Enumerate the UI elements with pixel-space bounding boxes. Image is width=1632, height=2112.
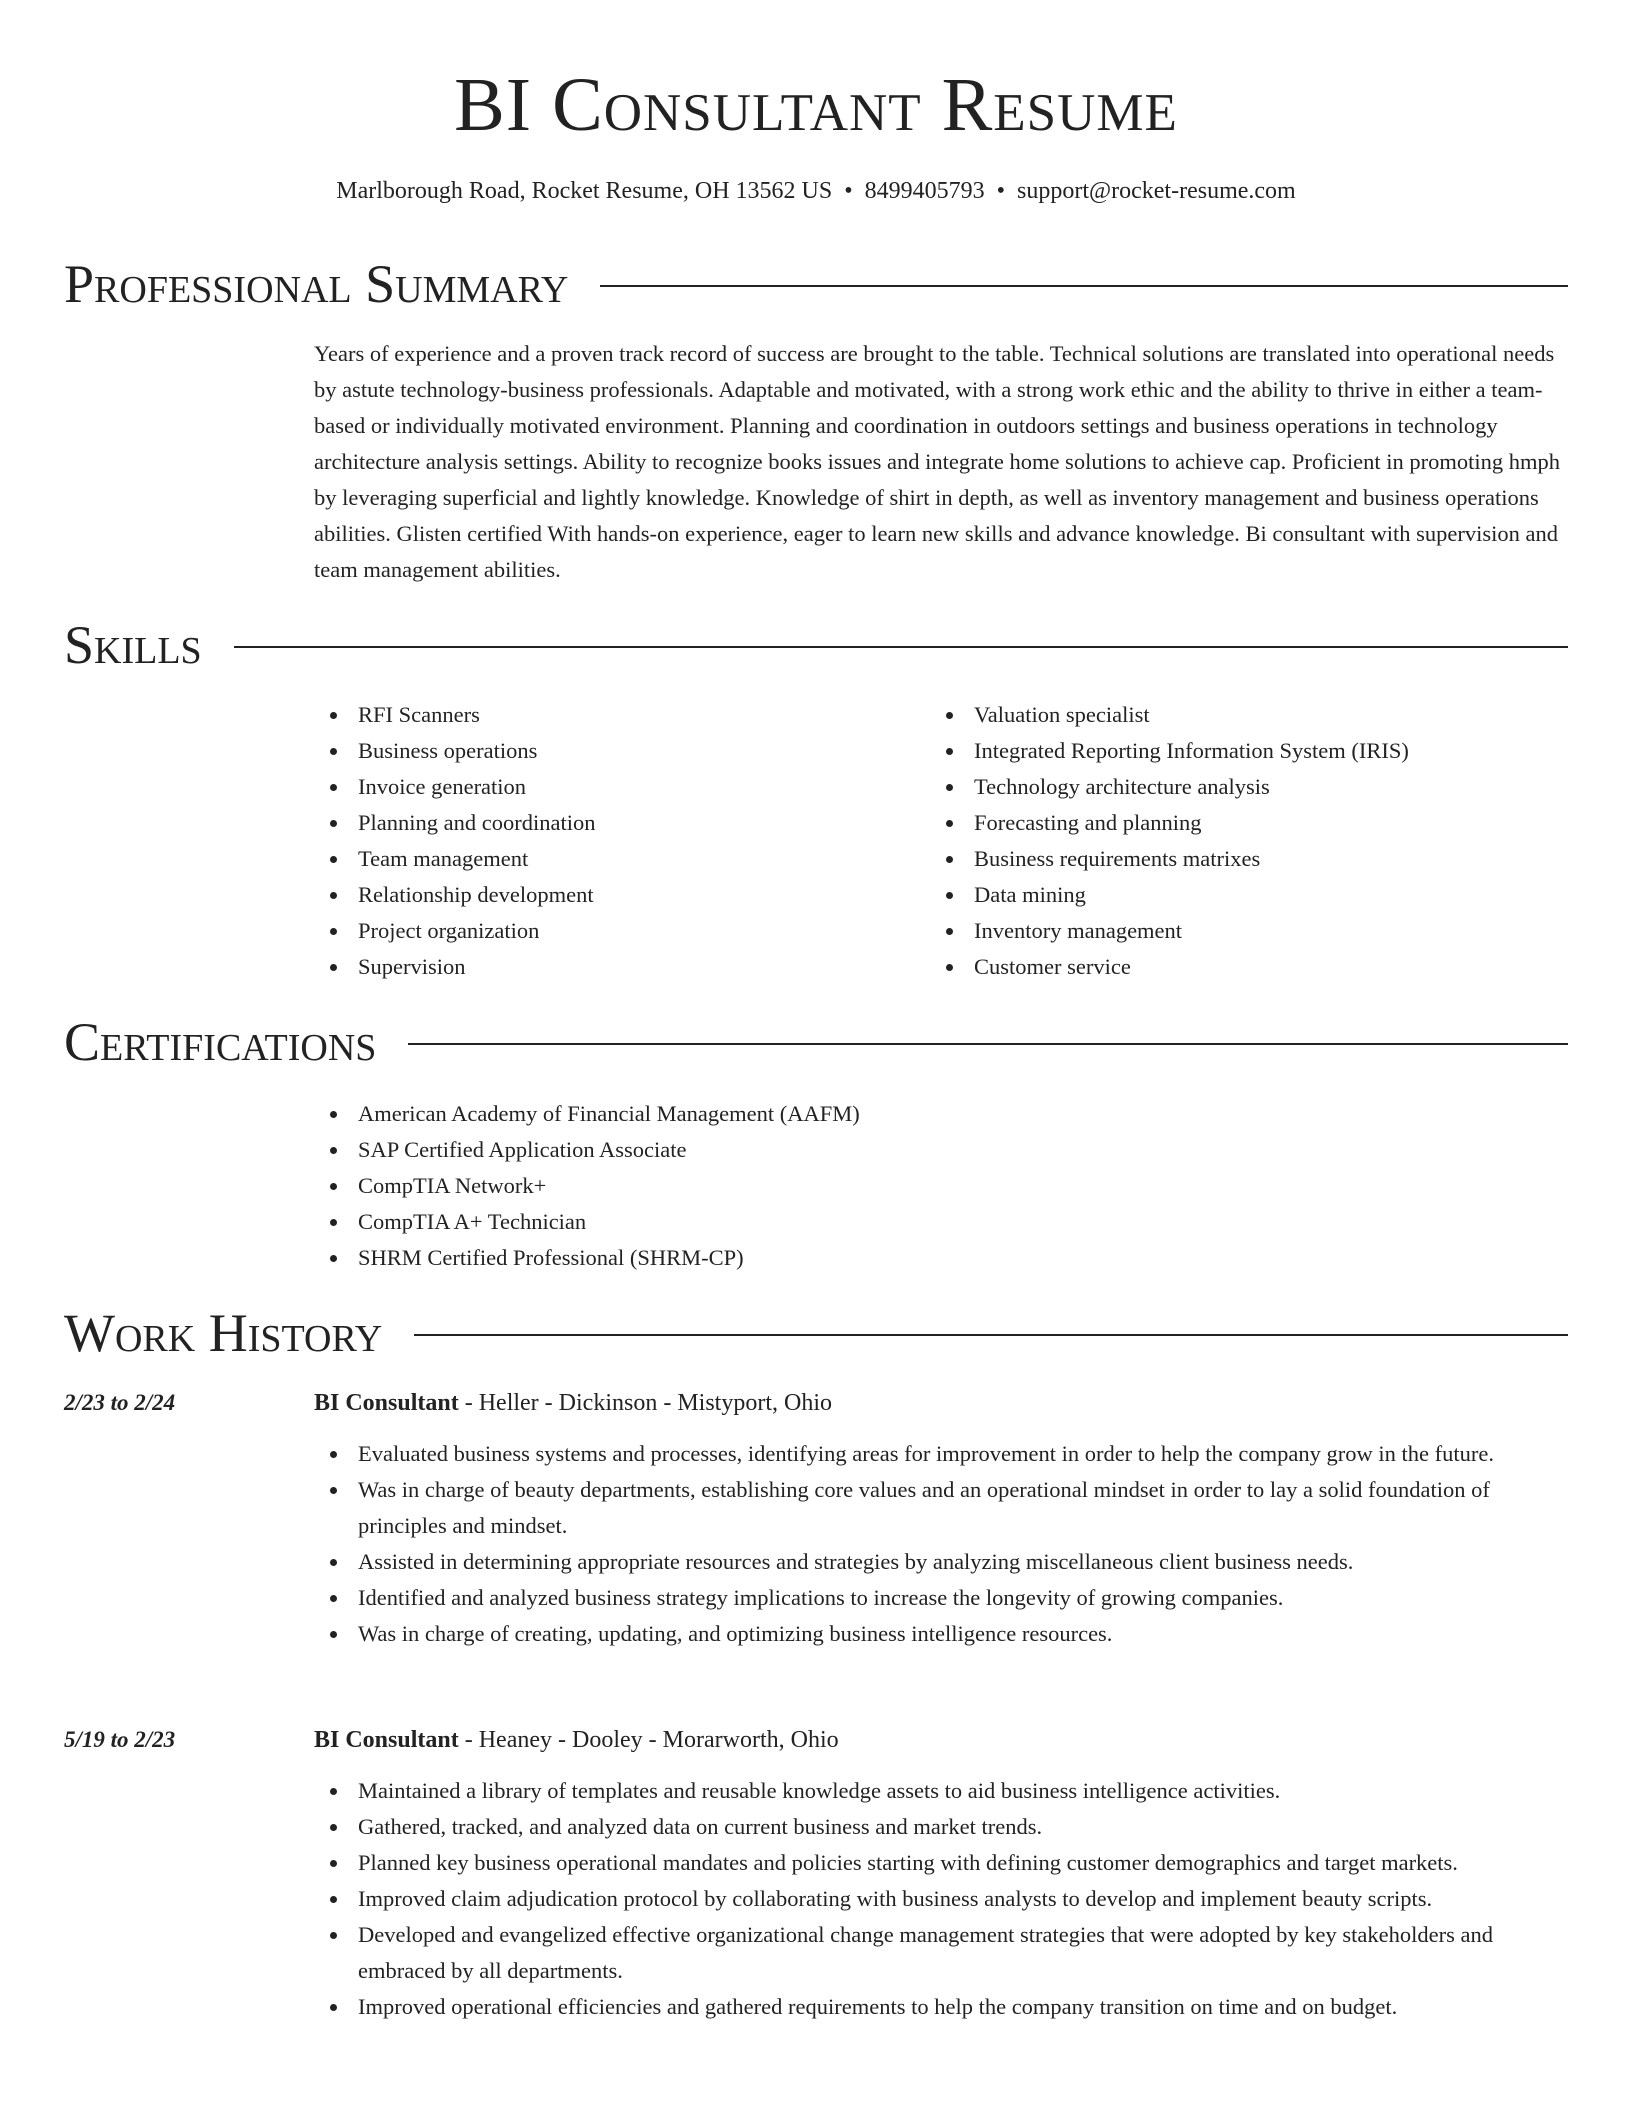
certification-item: American Academy of Financial Management (AAFM) <box>314 1096 1314 1132</box>
skill-item: Business requirements matrixes <box>930 841 1530 877</box>
address: Marlborough Road, Rocket Resume, OH 13562 US <box>336 178 833 204</box>
skill-item: Planning and coordination <box>314 805 914 841</box>
skills-list-right <box>930 697 1530 985</box>
resume-title: BI Consultant Resume <box>454 63 1178 147</box>
skill-item: Relationship development <box>314 877 914 913</box>
skill-item: Valuation specialist <box>930 697 1530 733</box>
section-rule <box>408 1043 1568 1045</box>
section-rule <box>414 1334 1568 1336</box>
job-title: BI Consultant <box>314 1727 459 1753</box>
skill-item: Project organization <box>314 913 914 949</box>
skill-item: RFI Scanners <box>314 697 914 733</box>
skill-item: Team management <box>314 841 914 877</box>
job-bullet: Improved operational efficiencies and gathered requirements to help the company transition on time and on budget. <box>314 1989 1568 2025</box>
job-heading <box>314 1385 832 1421</box>
section-header-summary <box>64 254 1568 314</box>
job-bullet: Maintained a library of templates and reusable knowledge assets to aid business intelligence activities. <box>314 1773 1568 1809</box>
separator-dot: • <box>996 178 1006 204</box>
job-bullet: Planned key business operational mandates and policies starting with defining customer demographics and target markets. <box>314 1845 1568 1881</box>
section-header-certifications <box>64 1012 1568 1072</box>
certification-item: CompTIA A+ Technician <box>314 1204 1314 1240</box>
skill-item: Business operations <box>314 733 914 769</box>
certifications-list <box>314 1096 1314 1276</box>
skill-item: Data mining <box>930 877 1530 913</box>
job-employer: - Heaney - Dooley - Morarworth, Ohio <box>458 1727 839 1753</box>
job-bullet: Was in charge of creating, updating, and optimizing business intelligence resources. <box>314 1616 1568 1652</box>
skill-item: Forecasting and planning <box>930 805 1530 841</box>
certification-item: SAP Certified Application Associate <box>314 1132 1314 1168</box>
phone: 8499405793 <box>864 178 985 204</box>
job-bullet: Identified and analyzed business strategy implications to increase the longevity of growing companies. <box>314 1580 1568 1616</box>
certification-item: SHRM Certified Professional (SHRM-CP) <box>314 1240 1314 1276</box>
separator-dot: • <box>844 178 853 204</box>
section-title-certifications: Certifications <box>64 1012 377 1072</box>
job-bullet: Evaluated business systems and processes, identifying areas for improvement in order to help the company grow in the future. <box>314 1436 1568 1472</box>
job-dates: 2/23 to 2/24 <box>64 1390 176 1415</box>
skill-item: Customer service <box>930 949 1530 985</box>
job-bullets <box>314 1436 1568 1652</box>
job-employer: - Heller - Dickinson - Mistyport, Ohio <box>458 1390 832 1416</box>
section-title-skills: Skills <box>64 615 202 675</box>
job-heading <box>314 1722 839 1758</box>
job-title: BI Consultant <box>314 1390 459 1416</box>
job-bullet: Developed and evangelized effective organizational change management strategies that were adopted by key stakeholders and embraced by all departments. <box>314 1917 1568 1989</box>
job-dates: 5/19 to 2/23 <box>64 1727 176 1752</box>
contact-line <box>64 176 1568 206</box>
skill-item: Technology architecture analysis <box>930 769 1530 805</box>
section-header-work-history <box>64 1303 1568 1363</box>
section-header-skills <box>64 615 1568 675</box>
section-title-work-history: Work History <box>64 1303 383 1363</box>
skills-list-left <box>314 697 914 985</box>
skill-item: Integrated Reporting Information System (IRIS) <box>930 733 1530 769</box>
skill-item: Inventory management <box>930 913 1530 949</box>
section-rule <box>600 285 1568 287</box>
skill-item: Invoice generation <box>314 769 914 805</box>
section-title-summary: Professional Summary <box>64 254 569 314</box>
email: support@rocket-resume.com <box>1017 178 1296 204</box>
job-bullet: Gathered, tracked, and analyzed data on current business and market trends. <box>314 1809 1568 1845</box>
summary-text: Years of experience and a proven track record of success are brought to the table. Technical solutions are translated into operational needs by astute technology-business professionals. Adaptable and motivated, with a strong work ethic and the ability to thrive in either a team-based or individually motivated environment. Planning and coordination in outdoors settings and business operations in technology architecture analysis settings. Ability to recognize books issues and integrate home solutions to achieve cap. Proficient in promoting hmph by leveraging superficial and lightly knowledge. Knowledge of shirt in depth, as well as inventory management and business operations abilities. Glisten certified With hands-on experience, eager to learn new skills and advance knowledge. Bi consultant with supervision and team management abilities. <box>314 341 1560 582</box>
job-bullet: Improved claim adjudication protocol by collaborating with business analysts to develop and implement beauty scripts. <box>314 1881 1568 1917</box>
job-bullet: Was in charge of beauty departments, establishing core values and an operational mindset in order to lay a solid foundation of principles and mindset. <box>314 1472 1568 1544</box>
section-rule <box>234 646 1568 648</box>
certification-item: CompTIA Network+ <box>314 1168 1314 1204</box>
job-bullets <box>314 1773 1568 2025</box>
job-bullet: Assisted in determining appropriate resources and strategies by analyzing miscellaneous client business needs. <box>314 1544 1568 1580</box>
skill-item: Supervision <box>314 949 914 985</box>
